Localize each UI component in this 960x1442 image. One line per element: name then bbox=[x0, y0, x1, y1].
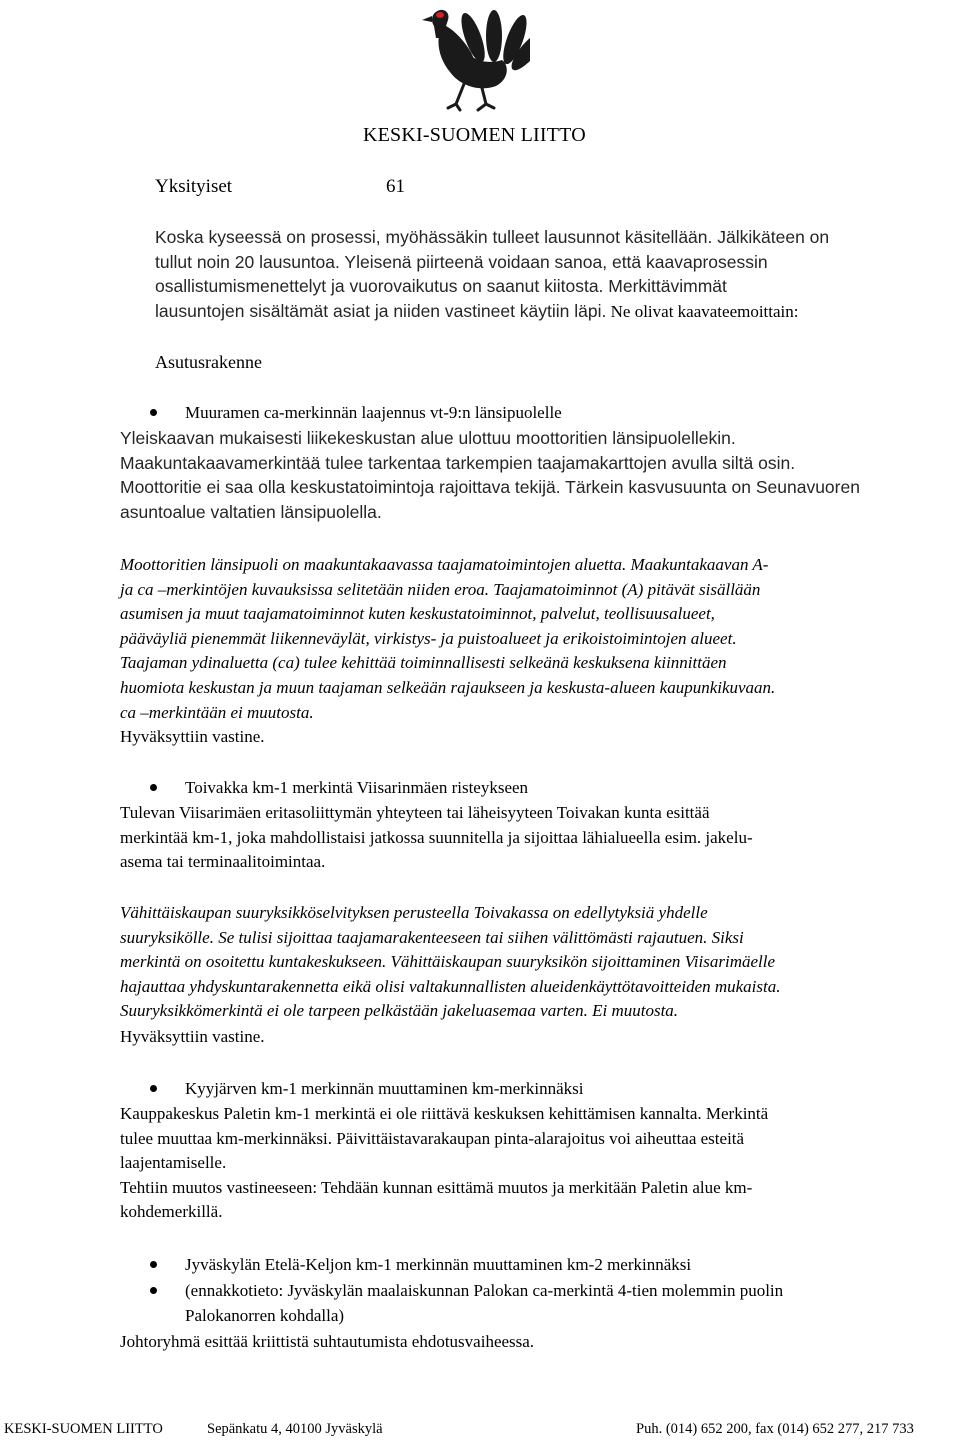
response-line: Vähittäiskaupan suuryksikköselvityksen perusteella Toivakassa on edellytyksiä yhdelle bbox=[120, 903, 708, 922]
footer-org: KESKI-SUOMEN LIITTO bbox=[4, 1421, 163, 1437]
response-line: merkintä on osoitettu kuntakeskukseen. Vähittäiskaupan suuryksikön sijoittaminen Viisarimäelle bbox=[120, 952, 776, 972]
capercaillie-logo-icon bbox=[410, 4, 530, 116]
footer-contact: Puh. (014) 652 200, fax (014) 652 277, 217 733 bbox=[636, 1421, 914, 1437]
response-line: suuryksikölle. Se tulisi sijoittaa taajamarakenteeseen tai siihen välittömästi rajautuen. Siksi bbox=[120, 927, 744, 947]
item-decision: Hyväksyttiin vastine. bbox=[120, 727, 265, 746]
statement-line: laajentamiselle. bbox=[120, 1153, 227, 1173]
org-name: KESKI-SUOMEN LIITTO bbox=[363, 124, 586, 146]
response-line: ja ca –merkintöjen kuvauksissa selitetään niiden eroa. Taajamatoiminnot (A) pitävät sisällään bbox=[120, 579, 761, 599]
statement-line: Tulevan Viisarimäen eritasoliittymän yhteyteen tai läheisyyteen Toivakan kunta esittää bbox=[120, 803, 710, 822]
bullet-line: (ennakkotieto: Jyväskylän maalaiskunnan Palokan ca-merkintä 4-tien molemmin puolin bbox=[185, 1281, 784, 1300]
response-line: Taajaman ydinaluetta (ca) tulee kehittää toiminnallisesti selkeänä keskuksena kiinnittäen bbox=[120, 653, 727, 673]
statement-line: Maakuntakaavamerkintää tulee tarkentaa tarkempien taajamakarttojen avulla siltä osin. bbox=[120, 452, 796, 473]
response-line: Suuryksikkömerkintä ei ole tarpeen pelkästään jakeluasemaa varten. Ei muutosta. bbox=[120, 1001, 679, 1021]
intro-line-tail: Ne olivat kaavateemoittain: bbox=[606, 301, 799, 321]
statement-line: asema tai terminaalitoimintaa. bbox=[120, 852, 326, 872]
statement-line: Kauppakeskus Paletin km-1 merkintä ei ole riittävä keskuksen kehittämisen kannalta. Merkintä bbox=[120, 1104, 769, 1123]
section-count: 61 bbox=[386, 176, 405, 197]
bullet-icon bbox=[150, 784, 157, 791]
response-line: hajauttaa yhdyskuntarakennetta eikä olisi valtakunnallisten alueidenkäyttötavoitteiden mukaista. bbox=[120, 976, 781, 996]
intro-line: Koska kyseessä on prosessi, myöhässäkin tulleet lausunnot käsitellään. Jälkikäteen on bbox=[155, 227, 830, 247]
intro-paragraph bbox=[155, 225, 829, 324]
statement-line: asuntoalue valtatien länsipuolella. bbox=[120, 501, 382, 522]
bullet-icon bbox=[150, 1085, 157, 1092]
statement-line: Yleiskaavan mukaisesti liikekeskustan alue ulottuu moottoritien länsipuolellekin. bbox=[120, 428, 736, 448]
item-decision: Hyväksyttiin vastine. bbox=[120, 1027, 265, 1046]
statement-line: merkintää km-1, joka mahdollistaisi jatkossa suunnitella ja sijoittaa lähialueella esim. jakelu- bbox=[120, 827, 753, 847]
response-line: huomiota keskustan ja muun taajaman selkeään rajaukseen ja keskusta-alueen kaupunkikuvaan. bbox=[120, 677, 776, 697]
theme-heading: Asutusrakenne bbox=[155, 352, 262, 372]
item-statement bbox=[120, 426, 860, 524]
bullet-icon bbox=[150, 1287, 157, 1294]
section-label: Yksityiset bbox=[155, 176, 233, 197]
bullet-icon bbox=[150, 1261, 157, 1268]
item-response bbox=[120, 901, 781, 1024]
closing-text: Johtoryhmä esittää kriittistä suhtautumista ehdotusvaiheessa. bbox=[120, 1332, 535, 1351]
item-heading: Kyyjärven km-1 merkinnän muuttaminen km-merkinnäksi bbox=[185, 1079, 584, 1098]
intro-line: osallistumismenettelyt ja vuorovaikutus on saanut kiitosta. Merkittävimmät bbox=[155, 276, 727, 297]
response-line: ca –merkintään ei muutosta. bbox=[120, 702, 314, 722]
item-heading: Jyväskylän Etelä-Keljon km-1 merkinnän muuttaminen km-2 merkinnäksi bbox=[185, 1255, 692, 1274]
intro-line: tullut noin 20 lausuntoa. Yleisenä piirteenä voidaan sanoa, että kaavaprosessin bbox=[155, 251, 768, 272]
statement-line: tulee muuttaa km-merkinnäksi. Päivittäistavarakaupan pinta-alarajoitus voi aiheuttaa esteitä bbox=[120, 1128, 745, 1148]
bullet-line: Palokanorren kohdalla) bbox=[185, 1305, 345, 1325]
footer-address: Sepänkatu 4, 40100 Jyväskylä bbox=[207, 1421, 383, 1437]
statement-line: kohdemerkillä. bbox=[120, 1202, 223, 1222]
item-heading: Muuramen ca-merkinnän laajennus vt-9:n länsipuolelle bbox=[185, 403, 562, 422]
statement-line: Tehtiin muutos vastineeseen: Tehdään kunnan esittämä muutos ja merkitään Paletin alue km- bbox=[120, 1177, 753, 1197]
item-response bbox=[120, 553, 775, 725]
item-heading bbox=[185, 1279, 783, 1328]
response-line: pääväyliä pienemmät liikenneväylät, virkistys- ja puistoalueet ja erikoistoimintojen alueet. bbox=[120, 628, 737, 648]
bullet-icon bbox=[150, 409, 157, 416]
response-line: Moottoritien länsipuoli on maakuntakaavassa taajamatoimintojen aluetta. Maakuntakaavan A- bbox=[120, 555, 769, 574]
statement-line: Moottoritie ei saa olla keskustatoimintoja rajoittava tekijä. Tärkein kasvusuunta on Seunavuoren bbox=[120, 477, 860, 498]
item-heading: Toivakka km-1 merkintä Viisarinmäen risteykseen bbox=[185, 778, 529, 797]
item-statement bbox=[120, 801, 753, 875]
response-line: asumisen ja muut taajamatoiminnot kuten keskustatoiminnot, palvelut, teollisuusalueet, bbox=[120, 604, 715, 624]
intro-line: lausuntojen sisältämät asiat ja niiden vastineet käytiin läpi. bbox=[155, 300, 607, 321]
item-statement bbox=[120, 1102, 768, 1225]
